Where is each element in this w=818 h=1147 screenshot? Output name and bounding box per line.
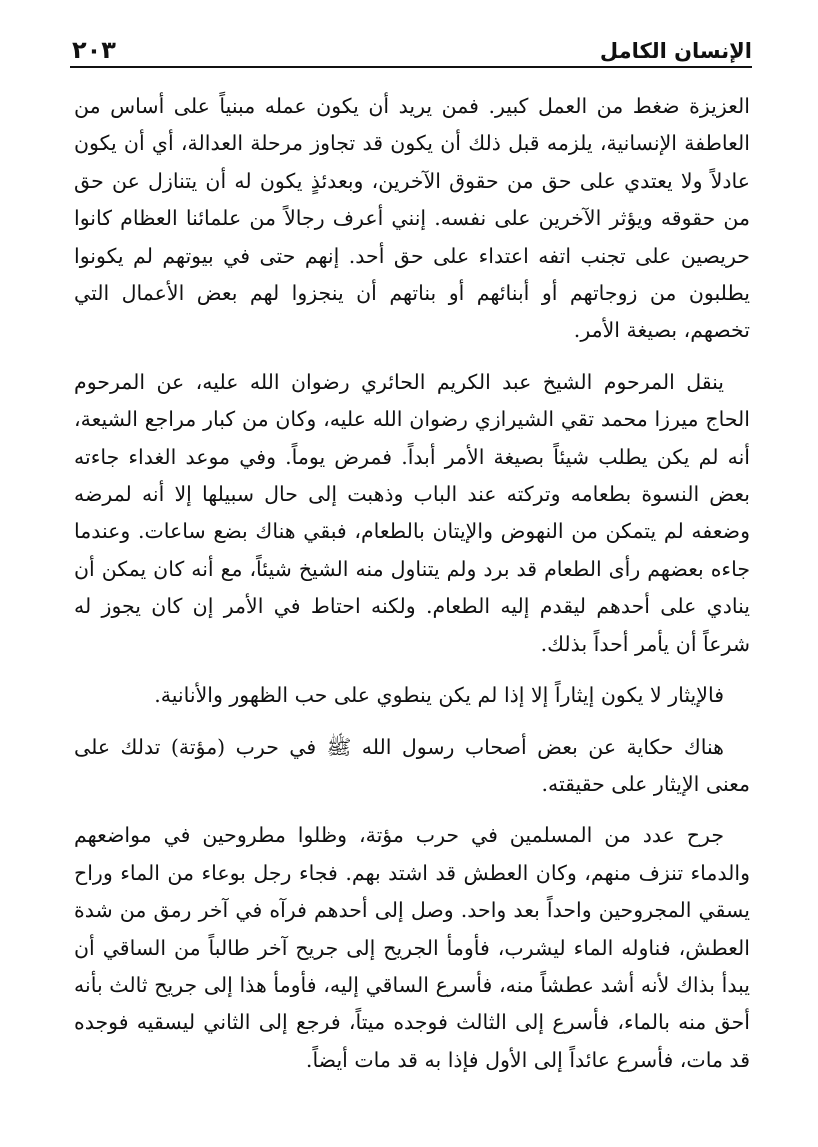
paragraph: ينقل المرحوم الشيخ عبد الكريم الحائري رضوان الله عليه، عن المرحوم الحاج ميرزا محمد تقي الشيرازي رضوان الله عليه، وكان من كبار مراجع الشيعة، أنه لم يكن يطلب شيئاً بصيغة الأمر أبداً. فمرض يوماً. وفي موعد الغداء جاءته بعض النسوة بطعامه وتركته عند الباب وذهبت إلى حال سبيلها إلا أنه لمرضه وضعفه لم يتمكن من النهوض والإيتان بالطعام، فبقي هناك بضع ساعات. وعندما جاءه بعضهم رأى الطعام قد برد ولم يتناول منه الشيخ شيئاً، مع أنه كان يمكن أن ينادي على أحدهم ليقدم إليه الطعام. ولكنه احتاط في الأمر إن كان يجوز له شرعاً أن يأمر أحداً بذلك. [74,369,750,656]
page-header [72,28,752,62]
paragraph: فالإيثار لا يكون إيثاراً إلا إذا لم يكن ينطوي على حب الظهور والأنانية. [154,683,724,708]
paragraph: جرح عدد من المسلمين في حرب مؤتة، وظلوا مطروحين في مواضعهم والدماء تنزف منهم، وكان العطش قد اشتد بهم. فجاء رجل بوعاء من الماء وراح يسقي المجروحين واحداً بعد واحد. وصل إلى أحدهم فرآه في آخر رمق من شدة العطش، فناوله الماء ليشرب، فأومأ الجريح إلى جريح آخر طالباً من الساقي أن يبدأ بذاك لأنه أشد عطشاً منه، فأسرع الساقي إليه، فأومأ هذا إلى جريح ثالث بأنه أحق منه بالماء، فأسرع إلى الثالث فوجده ميتاً، فرجع إلى الثاني ليسقيه فوجده قد مات، فأسرع عائداً إلى الأول فإذا به قد مات أيضاً. [74,823,750,1072]
paragraph: العزيزة ضغط من العمل كبير. فمن يريد أن يكون عمله مبنياً على أساس من العاطفة الإنسانية، يلزمه قبل ذلك أن يكون قد تجاوز مرحلة العدالة، أي أن يكون عادلاً ولا يعتدي على حق من حقوق الآخرين، وبعدئذٍ يكون له أن يتنازل عن حق من حقوقه ويؤثر الآخرين على نفسه. إنني أعرف رجالاً من علمائنا العظام كانوا حريصين على تجنب اتفه اعتداء على حق أحد. إنهم حتى في بيوتهم لم يكونوا يطلبون من زوجاتهم أو أبنائهم أو بناتهم أن ينجزوا لهم بعض الأعمال التي تخصهم، بصيغة الأمر. [74,94,750,343]
body-text [74,88,750,1079]
header-rule [70,66,752,68]
paragraph: هناك حكاية عن بعض أصحاب رسول الله ﷺ في حرب (مؤتة) تدلك على معنى الإيثار على حقيقته. [74,734,750,796]
page-number: ٢٠٣ [72,36,116,64]
running-title: الإنسان الكامل [599,39,752,63]
